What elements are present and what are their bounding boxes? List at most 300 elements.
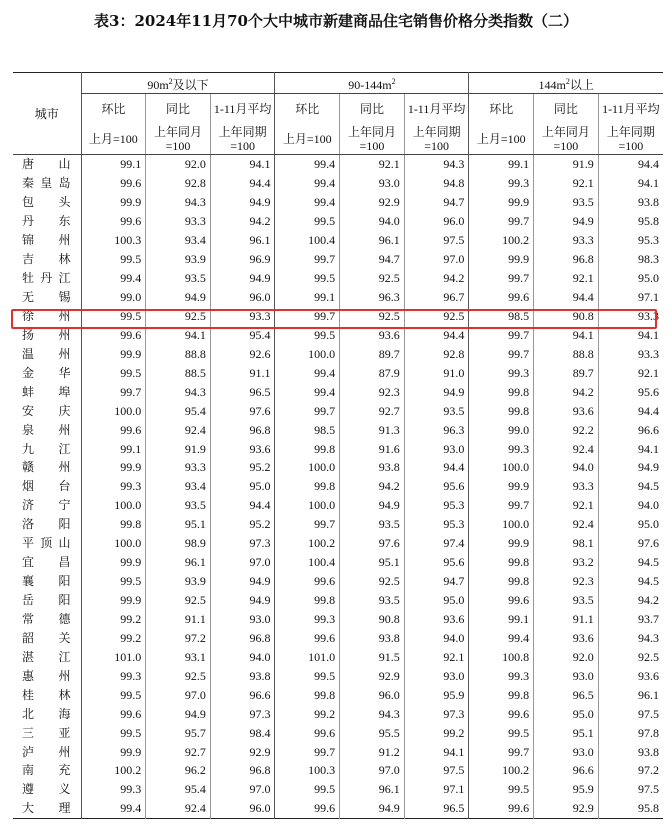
index-value: 98.4 [210, 723, 275, 742]
index-value: 99.6 [81, 325, 146, 344]
index-value: 99.3 [469, 174, 534, 193]
base-label-ytd-avg: 上年同期=100 [210, 124, 275, 155]
index-value: 97.3 [210, 704, 275, 723]
index-value: 99.9 [81, 458, 146, 477]
index-value: 99.5 [81, 250, 146, 269]
table-row [13, 666, 663, 685]
index-value: 100.0 [275, 344, 340, 363]
index-value: 94.2 [340, 477, 405, 496]
index-value: 99.2 [81, 628, 146, 647]
table-row [13, 685, 663, 704]
index-value: 99.6 [81, 174, 146, 193]
index-value: 99.7 [469, 269, 534, 288]
index-value: 95.4 [146, 780, 211, 799]
city-name: 蚌埠 [22, 384, 71, 399]
index-value: 97.5 [404, 231, 469, 250]
index-value: 99.7 [469, 344, 534, 363]
index-value: 99.8 [469, 572, 534, 591]
index-value: 93.9 [146, 250, 211, 269]
index-value: 93.5 [340, 515, 405, 534]
index-value: 99.5 [275, 269, 340, 288]
index-value: 96.0 [340, 685, 405, 704]
city-name: 遵义 [22, 782, 71, 797]
index-value: 100.2 [469, 761, 534, 780]
city-name: 洛阳 [22, 517, 71, 532]
table-row [13, 155, 663, 174]
index-value: 93.0 [210, 610, 275, 629]
index-value: 95.3 [404, 496, 469, 515]
index-value: 96.9 [210, 250, 275, 269]
index-value: 94.2 [210, 212, 275, 231]
table-row [13, 780, 663, 799]
index-value: 94.1 [534, 325, 599, 344]
subheader-yoy: 同比 [534, 94, 599, 125]
index-value: 99.3 [81, 780, 146, 799]
index-value: 99.6 [275, 628, 340, 647]
base-label-mom: 上月=100 [469, 124, 534, 155]
city-name: 温州 [22, 346, 71, 361]
index-value: 89.7 [534, 363, 599, 382]
index-value: 96.0 [404, 212, 469, 231]
index-value: 97.0 [404, 250, 469, 269]
city-name: 泉州 [22, 422, 71, 437]
index-value: 100.8 [469, 647, 534, 666]
base-label-mom: 上月=100 [81, 124, 146, 155]
index-value: 94.9 [146, 704, 211, 723]
index-value: 99.6 [469, 799, 534, 818]
index-value: 99.4 [275, 155, 340, 174]
subheader-ytd-avg: 1-11月平均 [210, 94, 275, 125]
index-value: 93.6 [340, 325, 405, 344]
index-value: 95.9 [534, 780, 599, 799]
index-value: 99.8 [469, 553, 534, 572]
index-value: 95.0 [534, 704, 599, 723]
index-value: 92.1 [534, 269, 599, 288]
index-value: 93.3 [534, 477, 599, 496]
index-value: 97.2 [598, 761, 663, 780]
index-value: 99.8 [275, 591, 340, 610]
index-value: 94.4 [598, 155, 663, 174]
index-value: 100.0 [469, 458, 534, 477]
index-value: 93.6 [210, 439, 275, 458]
index-value: 93.2 [534, 553, 599, 572]
index-value: 92.3 [534, 572, 599, 591]
subheader-mom: 环比 [275, 94, 340, 125]
index-value: 92.5 [404, 307, 469, 326]
table-row [13, 647, 663, 666]
index-value: 93.3 [210, 307, 275, 326]
index-value: 95.1 [146, 515, 211, 534]
index-value: 95.6 [404, 477, 469, 496]
index-value: 95.6 [598, 382, 663, 401]
index-value: 96.5 [210, 382, 275, 401]
index-value: 93.3 [598, 344, 663, 363]
table-row [13, 231, 663, 250]
index-value: 100.2 [275, 534, 340, 553]
index-value: 99.7 [275, 250, 340, 269]
table-row [13, 534, 663, 553]
index-value: 93.0 [534, 666, 599, 685]
index-value: 94.0 [534, 458, 599, 477]
index-value: 90.8 [534, 307, 599, 326]
index-value: 92.1 [340, 155, 405, 174]
index-value: 94.3 [340, 704, 405, 723]
index-value: 99.5 [81, 572, 146, 591]
index-value: 95.1 [534, 723, 599, 742]
index-value: 98.1 [534, 534, 599, 553]
index-value: 94.3 [146, 193, 211, 212]
index-value: 92.9 [340, 666, 405, 685]
index-value: 99.6 [81, 212, 146, 231]
index-value: 93.5 [146, 496, 211, 515]
index-value: 95.3 [404, 515, 469, 534]
index-value: 99.1 [81, 439, 146, 458]
index-value: 93.8 [340, 458, 405, 477]
index-value: 99.8 [81, 515, 146, 534]
index-value: 99.3 [81, 666, 146, 685]
index-value: 96.1 [146, 553, 211, 572]
city-name: 三亚 [22, 725, 71, 740]
table-row [13, 742, 663, 761]
index-value: 95.6 [404, 553, 469, 572]
index-value: 95.5 [340, 723, 405, 742]
index-value: 91.1 [210, 363, 275, 382]
index-value: 99.4 [275, 174, 340, 193]
index-value: 97.5 [598, 704, 663, 723]
index-value: 94.0 [340, 212, 405, 231]
table-row [13, 723, 663, 742]
index-value: 99.1 [469, 155, 534, 174]
index-value: 97.2 [146, 628, 211, 647]
index-value: 100.3 [81, 231, 146, 250]
index-value: 94.5 [598, 553, 663, 572]
price-index-table [13, 72, 663, 819]
index-value: 95.2 [210, 458, 275, 477]
index-value: 99.5 [275, 666, 340, 685]
index-value: 94.4 [210, 496, 275, 515]
index-value: 97.6 [210, 401, 275, 420]
index-value: 94.3 [598, 628, 663, 647]
index-value: 92.5 [146, 591, 211, 610]
index-value: 94.2 [534, 382, 599, 401]
table-row [13, 799, 663, 818]
index-value: 95.4 [210, 325, 275, 344]
table-row [13, 458, 663, 477]
index-value: 95.0 [210, 477, 275, 496]
index-value: 99.6 [81, 420, 146, 439]
index-value: 94.9 [340, 496, 405, 515]
index-value: 95.0 [598, 515, 663, 534]
city-name: 扬州 [22, 327, 71, 342]
index-value: 94.9 [598, 458, 663, 477]
table-row [13, 212, 663, 231]
table-row [13, 363, 663, 382]
index-value: 95.0 [404, 591, 469, 610]
index-value: 99.9 [469, 534, 534, 553]
index-value: 94.0 [210, 647, 275, 666]
table-row [13, 382, 663, 401]
index-value: 99.5 [469, 780, 534, 799]
index-value: 93.8 [598, 193, 663, 212]
index-value: 99.6 [275, 572, 340, 591]
index-value: 99.4 [81, 799, 146, 818]
table-row [13, 704, 663, 723]
index-value: 88.8 [146, 344, 211, 363]
city-name: 惠州 [22, 668, 71, 683]
index-value: 97.1 [598, 288, 663, 307]
index-value: 92.4 [534, 439, 599, 458]
city-name: 襄阳 [22, 574, 71, 589]
index-value: 94.9 [210, 269, 275, 288]
index-value: 100.0 [275, 458, 340, 477]
index-value: 96.2 [146, 761, 211, 780]
index-value: 93.0 [404, 666, 469, 685]
index-value: 94.1 [598, 439, 663, 458]
index-value: 99.5 [275, 780, 340, 799]
table-row [13, 325, 663, 344]
index-value: 100.0 [81, 401, 146, 420]
index-value: 99.9 [81, 344, 146, 363]
index-value: 99.3 [469, 666, 534, 685]
index-value: 99.1 [275, 288, 340, 307]
city-name: 秦皇岛 [22, 176, 71, 191]
index-value: 96.6 [598, 420, 663, 439]
index-value: 99.8 [275, 477, 340, 496]
table-row [13, 553, 663, 572]
index-value: 97.5 [404, 761, 469, 780]
index-value: 100.0 [81, 496, 146, 515]
base-label-yoy: 上年同月=100 [534, 124, 599, 155]
index-value: 92.8 [146, 174, 211, 193]
table-row [13, 250, 663, 269]
index-value: 92.1 [404, 647, 469, 666]
index-value: 93.9 [146, 572, 211, 591]
index-value: 93.1 [146, 647, 211, 666]
index-value: 92.1 [534, 174, 599, 193]
index-value: 99.9 [469, 250, 534, 269]
index-value: 93.3 [146, 458, 211, 477]
index-value: 96.3 [340, 288, 405, 307]
index-value: 95.0 [598, 269, 663, 288]
index-value: 99.8 [275, 439, 340, 458]
table-row [13, 269, 663, 288]
index-value: 96.3 [404, 420, 469, 439]
index-value: 93.5 [146, 269, 211, 288]
index-value: 88.8 [534, 344, 599, 363]
index-value: 96.0 [210, 799, 275, 818]
index-value: 93.3 [598, 307, 663, 326]
index-value: 92.9 [534, 799, 599, 818]
index-value: 100.0 [275, 496, 340, 515]
city-name: 徐州 [22, 308, 71, 323]
index-value: 91.9 [534, 155, 599, 174]
index-value: 91.5 [340, 647, 405, 666]
index-value: 99.8 [469, 685, 534, 704]
index-value: 100.4 [275, 553, 340, 572]
city-name: 吉林 [22, 252, 71, 267]
index-value: 94.7 [340, 250, 405, 269]
table-row [13, 344, 663, 363]
city-name: 九江 [22, 441, 71, 456]
group-header-large: $144m^2$以上 [469, 73, 663, 94]
index-value: 92.5 [146, 307, 211, 326]
index-value: 97.0 [146, 685, 211, 704]
index-value: 97.6 [598, 534, 663, 553]
index-value: 93.0 [340, 174, 405, 193]
index-value: 96.1 [340, 231, 405, 250]
index-value: 97.6 [340, 534, 405, 553]
table-row [13, 591, 663, 610]
index-value: 94.1 [146, 325, 211, 344]
subheader-yoy: 同比 [146, 94, 211, 125]
index-value: 99.4 [469, 628, 534, 647]
index-value: 92.4 [146, 799, 211, 818]
index-value: 92.9 [210, 742, 275, 761]
table-row [13, 761, 663, 780]
index-value: 93.5 [534, 193, 599, 212]
index-value: 93.8 [598, 742, 663, 761]
index-value: 96.8 [534, 250, 599, 269]
index-value: 98.3 [598, 250, 663, 269]
index-value: 99.7 [469, 742, 534, 761]
index-value: 95.8 [598, 799, 663, 818]
city-name: 大理 [22, 801, 71, 816]
index-value: 97.5 [598, 780, 663, 799]
index-value: 93.0 [404, 439, 469, 458]
index-value: 99.5 [81, 723, 146, 742]
index-value: 92.2 [534, 420, 599, 439]
index-value: 99.5 [275, 325, 340, 344]
index-value: 93.0 [534, 742, 599, 761]
index-value: 94.9 [146, 288, 211, 307]
index-value: 97.3 [404, 704, 469, 723]
index-value: 99.2 [275, 704, 340, 723]
index-value: 97.8 [598, 723, 663, 742]
city-name: 安庆 [22, 403, 71, 418]
index-value: 99.0 [469, 420, 534, 439]
index-value: 100.2 [469, 231, 534, 250]
index-value: 99.7 [81, 382, 146, 401]
city-name: 桂林 [22, 687, 71, 702]
index-value: 97.0 [210, 780, 275, 799]
index-value: 94.9 [210, 591, 275, 610]
index-value: 94.8 [404, 174, 469, 193]
index-value: 99.6 [81, 704, 146, 723]
index-value: 94.0 [598, 496, 663, 515]
index-value: 95.9 [404, 685, 469, 704]
table-row [13, 496, 663, 515]
index-value: 94.9 [534, 212, 599, 231]
index-value: 95.2 [210, 515, 275, 534]
index-value: 95.3 [598, 231, 663, 250]
index-value: 99.4 [275, 363, 340, 382]
index-value: 94.4 [534, 288, 599, 307]
index-value: 94.1 [598, 325, 663, 344]
base-label-ytd-avg: 上年同期=100 [598, 124, 663, 155]
index-value: 100.3 [275, 761, 340, 780]
index-value: 94.4 [210, 174, 275, 193]
index-value: 96.8 [210, 420, 275, 439]
index-value: 92.5 [146, 666, 211, 685]
index-value: 99.7 [469, 496, 534, 515]
city-name: 金华 [22, 365, 71, 380]
index-value: 99.3 [275, 610, 340, 629]
index-value: 99.9 [81, 742, 146, 761]
index-value: 97.0 [340, 761, 405, 780]
index-value: 94.0 [404, 628, 469, 647]
index-value: 93.3 [534, 231, 599, 250]
index-value: 99.6 [469, 704, 534, 723]
index-value: 93.5 [534, 591, 599, 610]
index-value: 94.4 [404, 458, 469, 477]
index-value: 96.6 [534, 761, 599, 780]
table-row [13, 174, 663, 193]
index-value: 99.7 [469, 325, 534, 344]
index-value: 99.3 [469, 363, 534, 382]
index-value: 94.4 [404, 325, 469, 344]
index-value: 93.7 [598, 610, 663, 629]
city-name: 湛江 [22, 649, 71, 664]
table-row [13, 401, 663, 420]
index-value: 99.5 [275, 212, 340, 231]
index-value: 94.4 [598, 401, 663, 420]
table-row [13, 193, 663, 212]
city-name: 济宁 [22, 498, 71, 513]
index-value: 99.2 [404, 723, 469, 742]
index-value: 92.4 [534, 515, 599, 534]
index-value: 100.2 [81, 761, 146, 780]
index-value: 88.5 [146, 363, 211, 382]
index-value: 99.4 [81, 269, 146, 288]
index-value: 98.9 [146, 534, 211, 553]
index-value: 99.7 [275, 742, 340, 761]
index-value: 90.8 [340, 610, 405, 629]
index-value: 94.2 [404, 269, 469, 288]
index-value: 94.1 [404, 742, 469, 761]
index-value: 97.0 [210, 553, 275, 572]
index-value: 94.9 [340, 799, 405, 818]
city-name: 牡丹江 [22, 271, 71, 286]
table-row [13, 515, 663, 534]
index-value: 97.4 [404, 534, 469, 553]
table-row [13, 572, 663, 591]
index-value: 92.5 [340, 269, 405, 288]
index-value: 96.1 [598, 685, 663, 704]
index-value: 93.8 [210, 666, 275, 685]
index-value: 99.3 [469, 439, 534, 458]
index-value: 87.9 [340, 363, 405, 382]
subheader-ytd-avg: 1-11月平均 [598, 94, 663, 125]
index-value: 99.9 [81, 591, 146, 610]
index-value: 94.2 [598, 591, 663, 610]
index-value: 92.5 [340, 572, 405, 591]
index-value: 91.0 [404, 363, 469, 382]
index-value: 94.5 [598, 572, 663, 591]
index-value: 93.8 [340, 628, 405, 647]
index-value: 99.9 [469, 193, 534, 212]
index-value: 96.1 [210, 231, 275, 250]
city-name: 南充 [22, 763, 71, 778]
index-value: 99.7 [275, 307, 340, 326]
index-value: 92.1 [598, 363, 663, 382]
index-value: 91.3 [340, 420, 405, 439]
index-value: 99.8 [469, 382, 534, 401]
index-value: 99.6 [275, 799, 340, 818]
index-value: 97.3 [210, 534, 275, 553]
index-value: 93.3 [146, 212, 211, 231]
table-row [13, 420, 663, 439]
index-value: 94.5 [598, 477, 663, 496]
